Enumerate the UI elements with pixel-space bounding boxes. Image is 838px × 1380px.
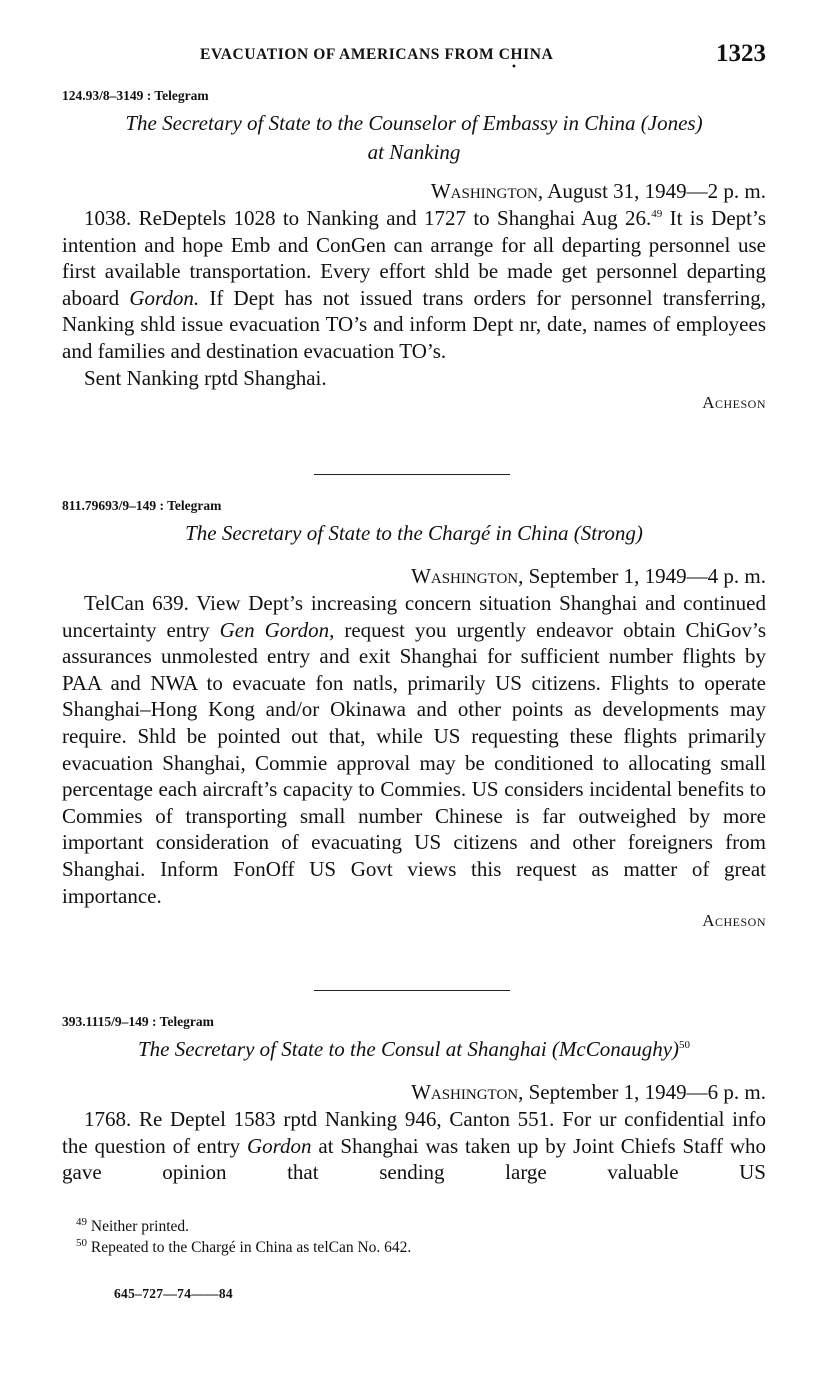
footnote-49 (76, 1216, 411, 1237)
telegram-body (62, 1106, 766, 1186)
file-number: 811.79693/9–149 : Telegram (62, 498, 222, 513)
telegram-body (62, 590, 766, 909)
dateline-place: Washington (430, 179, 538, 203)
body-text: If Dept has not issued trans orders for personnel transferring, Nanking shld issue evacuation TO’s and inform Dept nr, date, names of employees and families and destination evacuation TO’s. (62, 285, 766, 363)
dateline-date: , September 1, 1949—4 p. m. (518, 564, 766, 588)
telegram-body (62, 205, 766, 365)
telegram-section-2 (62, 498, 766, 931)
body-text: 1768. Re Deptel 1583 rptd Nanking 946, Canton 551. For ur confidential info the question of entry (62, 1107, 766, 1158)
dateline (62, 562, 766, 590)
routing-line: Sent Nanking rptd Shanghai. (84, 365, 327, 390)
footnote-50 (76, 1237, 411, 1258)
telegram-heading (62, 519, 766, 548)
footnote-number: 50 (76, 1236, 87, 1249)
section-divider (314, 990, 510, 991)
heading-line-2: at Nanking (367, 140, 461, 164)
running-head (62, 40, 766, 73)
body-text: It is Dept’s intention and hope Emb and ConGen can arrange for all departing personnel use first available transportation. Every effort shld be made get personnel departing aboard (62, 206, 766, 310)
heading-line-1: The Secretary of State to the Counselor of Embassy in China (Jones) (125, 111, 703, 135)
footnote-number: 49 (76, 1215, 87, 1228)
file-number: 393.1115/9–149 : Telegram (62, 1014, 214, 1029)
footnote-ref-49: 49 (651, 208, 663, 220)
body-text: 1038. ReDeptels 1028 to Nanking and 1727 to Shanghai Aug 26. (84, 206, 652, 230)
footnotes (76, 1216, 411, 1258)
dateline-place: Washington (411, 564, 519, 588)
body-text: TelCan 639. View Dept’s increasing concern situation Shanghai and continued uncertainty entry (62, 591, 766, 642)
printer-mark: • (511, 62, 517, 73)
footnote-text: Neither printed. (90, 1218, 190, 1235)
telegram-heading (62, 109, 766, 167)
file-number: 124.93/8–3149 : Telegram (62, 88, 209, 103)
dateline-place: Washington (411, 1080, 519, 1104)
dateline (62, 177, 766, 205)
dateline (62, 1078, 766, 1106)
ship-name: Gen Gordon, (219, 617, 335, 642)
ship-name: Gordon. (129, 285, 200, 310)
footnote-ref-50: 50 (679, 1039, 691, 1051)
heading-text: The Secretary of State to the Consul at Shanghai (McConaughy) (137, 1037, 680, 1061)
heading-line-1: The Secretary of State to the Chargé in China (Strong) (185, 521, 643, 545)
running-title: EVACUATION OF AMERICANS FROM CHINA (200, 46, 554, 63)
body-text: at Shanghai was taken up by Joint Chiefs Staff who gave opinion that sending large valuable US (62, 1133, 766, 1185)
body-text: request you urgently endeavor obtain ChiGov’s assurances unmolested entry and exit Shanghai for sufficient number flights by PAA and NWA to evacuate fon natls, primarily US citizens. Flights to operate Shanghai–Hong Kong and/or Okinawa and other points as developments may require. Shld be pointed out that, while US requesting these flights primarily evacuation Shanghai, Commie approval may be conditioned to allocating small percentage each aircraft’s capacity to Commies. US considers incidental benefits to Commies of transporting small number Chinese is far outweighed by more important consideration of evacuating US citizens and other foreigners from Shanghai. Inform FonOff US Govt views this request as matter of great importance. (62, 617, 766, 908)
telegram-heading (62, 1035, 766, 1064)
telegram-section-1 (62, 88, 766, 413)
ship-name: Gordon (246, 1133, 312, 1158)
page-number: 1323 (716, 40, 766, 67)
dateline-date: , September 1, 1949—6 p. m. (518, 1080, 766, 1104)
printer-imprint: 645–727—74——84 (114, 1286, 233, 1301)
document-page (62, 0, 766, 1380)
heading-line-1 (62, 1035, 766, 1064)
footnote-text: Repeated to the Chargé in China as telCan No. 642. (90, 1239, 412, 1256)
signature: Acheson (702, 911, 766, 931)
signature: Acheson (702, 393, 766, 413)
section-divider (314, 474, 510, 475)
telegram-section-3 (62, 1014, 766, 1186)
dateline-date: , August 31, 1949—2 p. m. (537, 179, 766, 203)
